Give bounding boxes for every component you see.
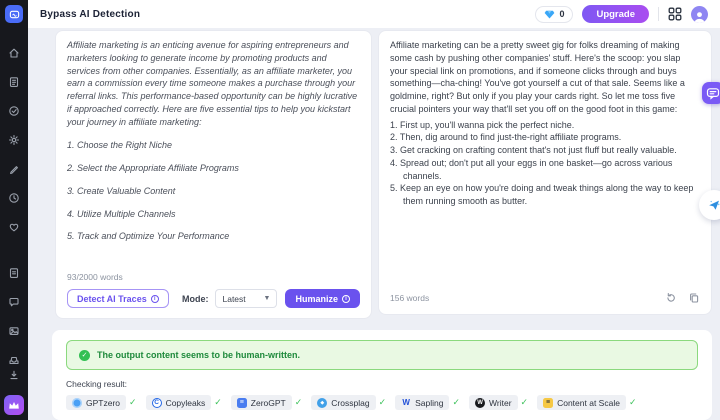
page-title: Bypass AI Detection xyxy=(40,8,141,20)
chevron-down-icon: ▼ xyxy=(263,295,271,302)
sapling-logo-icon: W xyxy=(402,398,410,407)
input-list-item: 2. Select the Appropriate Affiliate Programs xyxy=(67,163,239,174)
apps-grid-icon[interactable] xyxy=(668,7,682,21)
output-panel xyxy=(378,30,712,315)
upgrade-button[interactable]: Upgrade xyxy=(582,5,649,23)
input-text-editor[interactable] xyxy=(56,31,371,272)
output-list-item: 2. Then, dig around to find just-the-right affiliate programs. xyxy=(390,132,622,143)
pass-check-icon: ✓ xyxy=(628,397,637,407)
content-at-scale-logo-icon: ≡ xyxy=(543,398,553,408)
notes-icon[interactable] xyxy=(8,267,20,279)
detector-name: ZeroGPT xyxy=(250,397,286,408)
output-list-item: 1. First up, you'll wanna pick the perfect niche. xyxy=(390,119,575,130)
humanize-button-label: Humanize xyxy=(295,293,338,304)
gptzero-logo-icon xyxy=(72,398,82,408)
input-word-count: 93/2000 words xyxy=(67,272,123,282)
detector-result xyxy=(231,395,303,410)
pass-check-icon: ✓ xyxy=(378,397,387,407)
zerogpt-logo-icon: ≡ xyxy=(237,398,247,408)
brain-chat-icon xyxy=(706,87,720,100)
detector-result xyxy=(66,395,137,410)
human-written-alert xyxy=(66,340,698,370)
left-sidebar xyxy=(0,0,28,420)
output-list-item: 5. Keep an eye on how you're doing and tweak things along the way to keep them running smooth as butter. xyxy=(390,183,694,207)
user-avatar[interactable] xyxy=(691,6,708,23)
detector-result xyxy=(311,395,386,410)
main-content xyxy=(28,28,720,420)
input-paragraph: Affiliate marketing is an enticing avenue for aspiring entrepreneurs and marketers looking to generate income by promoting products and services from other companies. Essentially, as an affiliate marketer, you earn a commission every time someone makes a purchase through your referral links. This performance-based opportunity can be highly lucrative if approached correctly. Here are five essential tips to help you kickstart your journey in affiliate marketing: xyxy=(67,40,358,127)
pass-check-icon: ✓ xyxy=(294,397,303,407)
regenerate-icon[interactable] xyxy=(665,292,677,304)
detect-ai-traces-button[interactable] xyxy=(67,289,169,308)
copyleaks-logo-icon: C xyxy=(152,398,162,408)
mode-selected-value: Latest xyxy=(222,293,246,304)
alert-message: The output content seems to be human-written. xyxy=(97,350,301,360)
detector-name: Copyleaks xyxy=(165,397,206,408)
check-circle-icon[interactable] xyxy=(8,105,20,117)
success-check-icon: ✓ xyxy=(79,350,90,361)
info-icon: i xyxy=(342,295,350,303)
detector-name: Crossplag xyxy=(331,397,370,408)
info-icon: i xyxy=(151,295,159,303)
checking-result-label: Checking result: xyxy=(66,379,127,389)
detector-chips-row xyxy=(66,395,698,410)
output-list-item: 3. Get cracking on crafting content that's not just fluff but really valuable. xyxy=(390,145,677,156)
output-paragraph: Affiliate marketing can be a pretty sweet gig for folks dreaming of making some cash by pushing other companies' stuff. Here's the scoop: you slap your special link on promotions, and if someone clicks through and buys something—cha-ching! You've got yourself a cut of that sale. Seems like a goldmine, right? But only if you play your cards right. So let me toss five crucial pointers your way that'll set you off on the good foot in this game: xyxy=(390,40,685,114)
input-list-item: 4. Utilize Multiple Channels xyxy=(67,208,176,219)
crossplag-logo-icon: ◆ xyxy=(317,398,327,408)
detector-name: Writer xyxy=(489,397,512,408)
detector-name: Content at Scale xyxy=(557,397,620,408)
detect-button-label: Detect AI Traces xyxy=(77,293,147,304)
top-bar xyxy=(28,0,720,28)
app-logo[interactable] xyxy=(5,5,23,23)
gem-icon xyxy=(544,10,555,19)
pencil-icon[interactable] xyxy=(8,163,20,175)
input-list-item: 1. Choose the Right Niche xyxy=(67,140,173,151)
detector-result xyxy=(469,395,528,410)
pass-check-icon: ✓ xyxy=(129,397,137,407)
detector-result xyxy=(146,395,222,410)
chat-icon[interactable] xyxy=(8,296,20,308)
settings-gear-icon[interactable] xyxy=(8,134,20,146)
output-list-item: 4. Spread out; don't put all your eggs in one basket—go across various channels. xyxy=(390,157,673,181)
copy-icon[interactable] xyxy=(688,292,700,304)
detector-name: GPTzero xyxy=(86,397,121,408)
detector-name: Sapling xyxy=(415,397,444,408)
support-chat-icon xyxy=(707,198,720,212)
pass-check-icon: ✓ xyxy=(452,397,461,407)
mode-select[interactable] xyxy=(215,289,277,308)
premium-crown-icon[interactable] xyxy=(4,395,24,415)
detector-result xyxy=(395,395,460,410)
pass-check-icon: ✓ xyxy=(214,397,222,407)
detector-result xyxy=(537,395,636,410)
detection-result-card xyxy=(52,330,712,420)
export-download-icon[interactable] xyxy=(8,369,20,381)
input-list-item: 5. Track and Optimize Your Performance xyxy=(67,231,230,242)
output-text-area xyxy=(379,31,711,292)
humanize-button[interactable] xyxy=(285,289,360,308)
writer-logo-icon: W xyxy=(475,398,485,408)
input-list-item: 3. Create Valuable Content xyxy=(67,185,176,196)
credits-count: 0 xyxy=(559,9,565,19)
favorites-heart-icon[interactable] xyxy=(8,221,20,233)
mode-label: Mode: xyxy=(181,293,209,304)
pass-check-icon: ✓ xyxy=(520,397,529,407)
topbar-divider xyxy=(658,7,659,21)
inbox-icon[interactable] xyxy=(8,354,20,366)
document-icon[interactable] xyxy=(8,76,20,88)
ai-assistant-button[interactable] xyxy=(702,82,720,104)
history-clock-icon[interactable] xyxy=(8,192,20,204)
credits-counter[interactable] xyxy=(535,6,573,23)
image-icon[interactable] xyxy=(8,325,20,337)
input-panel xyxy=(55,30,372,319)
home-icon[interactable] xyxy=(8,47,20,59)
output-word-count: 156 words xyxy=(390,293,430,303)
